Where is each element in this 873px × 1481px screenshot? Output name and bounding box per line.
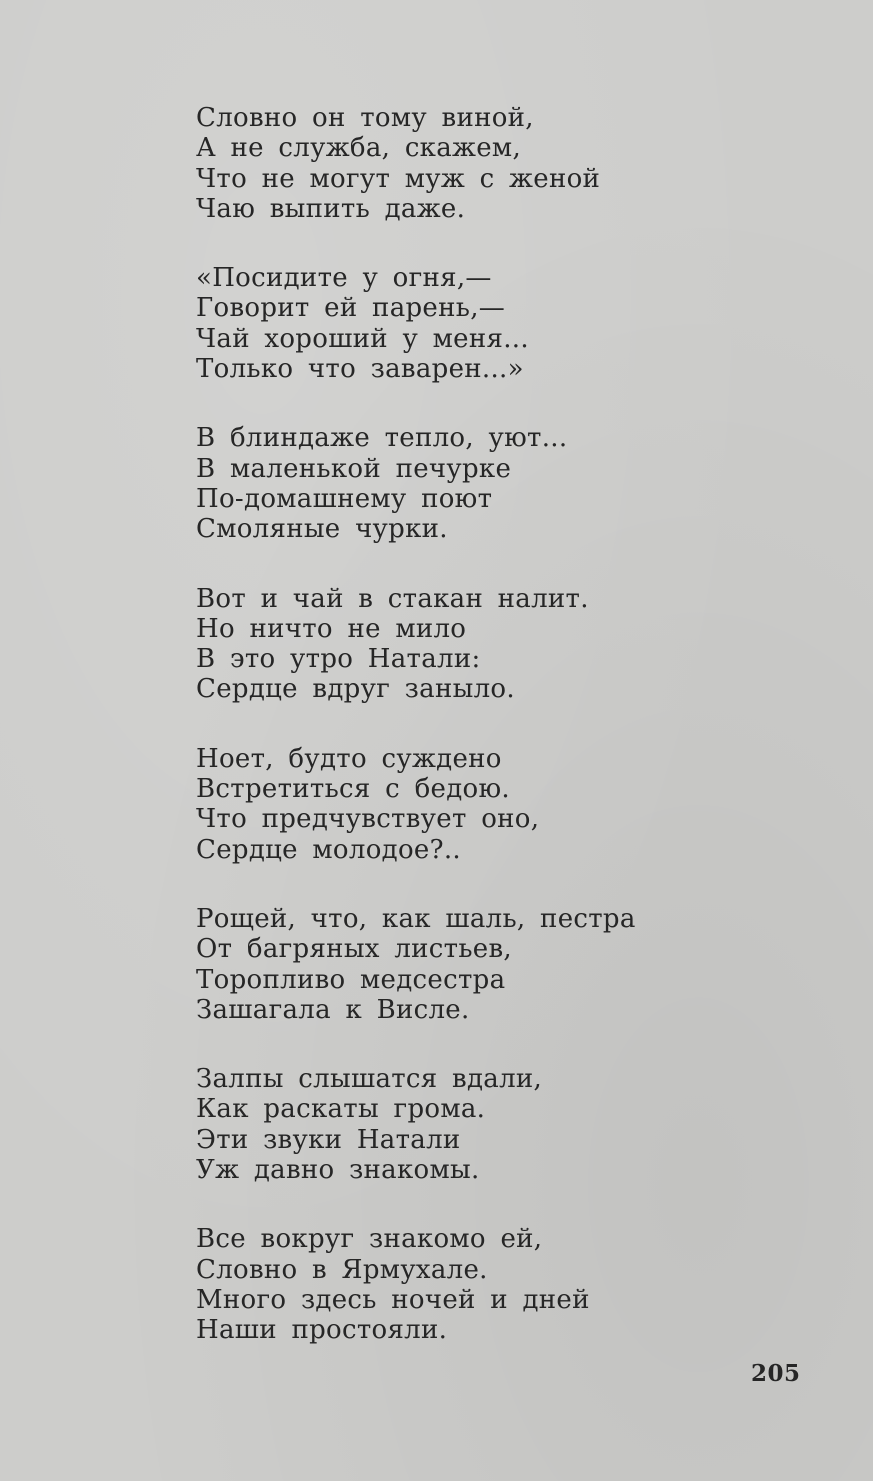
poem-line: Говорит ей парень,— [196, 293, 506, 324]
poem-line: Сердце вдруг заныло. [196, 674, 515, 705]
stanza-3 [196, 423, 716, 544]
poem-line: Смоляные чурки. [196, 514, 448, 545]
stanza-4 [196, 584, 716, 705]
stanza-7 [196, 1064, 716, 1185]
stanza-6 [196, 904, 716, 1025]
poem-line: Эти звуки Натали [196, 1124, 461, 1155]
stanza-2 [196, 263, 716, 384]
poem-line: Как раскаты грома. [196, 1094, 486, 1125]
poem-line: Зашагала к Висле. [196, 994, 470, 1025]
poem-line: Чай хороший у меня... [196, 323, 529, 354]
poem-line: Ноет, будто суждено [196, 743, 502, 774]
poem-line: Много здесь ночей и дней [196, 1284, 590, 1315]
poem-line: В это утро Натали: [196, 644, 481, 675]
stanza-5 [196, 744, 716, 865]
poem-line: Что не могут муж с женой [196, 163, 601, 194]
poem-line: Но ничто не мило [196, 613, 467, 644]
poem-line: Что предчувствует оно, [196, 804, 540, 835]
stanza-8 [196, 1224, 716, 1345]
poem-line: Все вокруг знакомо ей, [196, 1224, 543, 1255]
poem-line: «Посидите у огня,— [196, 263, 492, 294]
poem-line: Рощей, что, как шаль, пестра [196, 903, 636, 934]
poem-line: В блиндаже тепло, уют... [196, 423, 568, 454]
poem-line: По-домашнему поют [196, 483, 493, 514]
poem-line: Вот и чай в стакан налит. [196, 583, 589, 614]
poem-text [196, 103, 716, 1385]
stanza-1 [196, 103, 716, 224]
poem-line: Только что заварен...» [196, 354, 524, 385]
poem-line: В маленькой печурке [196, 453, 512, 484]
poem-line: Наши простояли. [196, 1315, 448, 1346]
poem-line: А не служба, скажем, [196, 133, 522, 164]
poem-line: Встретиться с бедою. [196, 774, 510, 805]
poem-line: От багряных листьев, [196, 934, 512, 965]
poem-line: Чаю выпить даже. [196, 193, 466, 224]
poem-line: Сердце молодое?.. [196, 834, 461, 865]
poem-line: Торопливо медсестра [196, 964, 506, 995]
poem-line: Уж давно знакомы. [196, 1155, 480, 1186]
poem-line: Словно в Ярмухале. [196, 1254, 488, 1285]
poem-line: Залпы слышатся вдали, [196, 1064, 543, 1095]
poem-line: Словно он тому виной, [196, 103, 534, 133]
page-number: 205 [751, 1360, 801, 1387]
